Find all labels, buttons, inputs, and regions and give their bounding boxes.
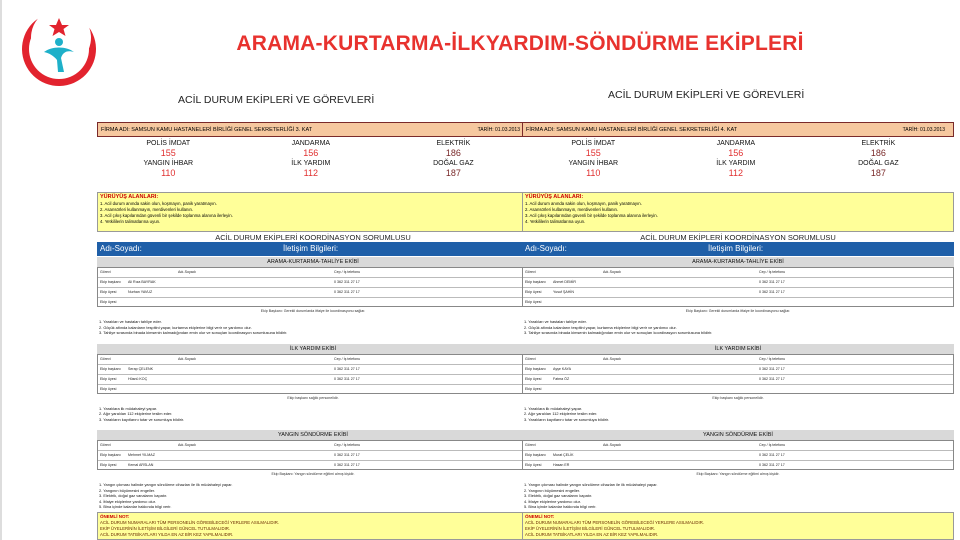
cell-phone: 0 362 311 27 17 [759, 376, 785, 381]
phone-1 [97, 140, 240, 158]
notes-line: 3. Acil çıkış kapılarından güvenli bir şekilde toplanma alanına ilerleyin. [100, 213, 233, 218]
phone-label: İLK YARDIM [716, 160, 756, 167]
phone-number: 156 [303, 148, 319, 158]
cell-role: Ekip başkanı [100, 280, 121, 284]
team-duties [99, 406, 527, 423]
team-note: Ekip Başkanı: Yangın söndürme eğitimi almış kişidir. [271, 472, 355, 476]
cell-role: Ekip başkanı [100, 453, 121, 457]
duty-line: 3. Elektrik, doğal gaz vanalarını kapatır. [524, 493, 593, 498]
duty-line: 3. Tahliye sırasında binada kimsenin kalmadığından emin olur ve sonuçları koordinasyon sorumlusuna bildirir. [524, 330, 713, 335]
emergency-phones [97, 139, 529, 191]
phone-2 [665, 140, 808, 158]
important-title: ÖNEMLİ NOT: [525, 513, 555, 519]
cell-role: Ekip üyesi [525, 290, 542, 294]
cell-role: Ekip üyesi [100, 290, 117, 294]
table-row [523, 278, 953, 288]
emergency-panel-right [522, 120, 954, 540]
phone-label: YANGIN İHBAR [568, 160, 619, 167]
team-duties [99, 482, 527, 510]
coordination-bar [97, 242, 529, 256]
phone-number: 186 [445, 148, 461, 158]
col-name: Adı-Soyadı [178, 443, 196, 447]
panel-header [97, 122, 529, 137]
table-row [98, 451, 528, 461]
col-name: Adı-Soyadı [178, 356, 196, 361]
cell-role: Ekip üyesi [525, 386, 542, 391]
phone-label: DOĞAL GAZ [433, 160, 474, 167]
cell-role: Ekip üyesi [100, 463, 117, 467]
important-title: ÖNEMLİ NOT: [100, 513, 130, 519]
coordination-bar [522, 242, 954, 256]
cell-role: Ekip üyesi [100, 386, 117, 391]
cell-name: Ali Rıza BAYRAK [128, 280, 156, 284]
panel-date: TARİH: 01.03.2013 [902, 127, 945, 133]
cell-phone: 0 362 311 27 17 [334, 463, 360, 467]
col-phone: Cep / İş telefonu [334, 443, 361, 447]
cell-role: Ekip başkanı [525, 453, 546, 457]
duty-line: 5. Bina içinde kalanlar hakkında bilgi verir. [524, 504, 597, 509]
cell-role: Ekip üyesi [525, 463, 542, 467]
team-table [522, 440, 954, 470]
evacuation-notes [522, 192, 954, 232]
phone-2 [240, 140, 383, 158]
page-title: ARAMA-KURTARMA-İLKYARDIM-SÖNDÜRME EKİPLERİ [236, 32, 804, 55]
phone-number: 112 [303, 168, 318, 178]
col-phone: Cep / İş telefonu [334, 270, 361, 274]
table-row [523, 461, 953, 470]
cell-phone: 0 362 311 27 17 [334, 453, 360, 457]
cell-phone: 0 362 311 27 17 [759, 453, 785, 457]
col-name: Adı-Soyadı [178, 270, 196, 274]
table-row [98, 461, 528, 470]
table-header-row [98, 268, 528, 278]
important-line: ACİL DURUM TATBİKATLARI YILDA EN AZ BİR KEZ YAPILMALIDIR. [525, 531, 659, 537]
cell-phone: 0 362 311 27 17 [334, 366, 360, 371]
notes-line: 4. Yetkililerin talimatlarına uyun. [100, 219, 161, 224]
col-phone: Cep / İş telefonu [759, 356, 786, 361]
team-table [522, 354, 954, 394]
col-role: Görevi [100, 270, 111, 274]
notes-line: 2. Asansörleri kullanmayın, merdivenleri kullanın. [525, 207, 619, 212]
table-row [98, 375, 528, 385]
team-duties [524, 319, 952, 336]
duty-line: 3. Tahliye sırasında binada kimsenin kalmadığından emin olur ve sonuçları koordinasyon sorumlusuna bildirir. [99, 330, 288, 335]
cell-role: Ekip üyesi [525, 300, 542, 304]
phone-number: 187 [870, 168, 886, 178]
cell-name: Yusuf ŞAHİN [553, 290, 574, 294]
team-title: ARAMA-KURTARMA-TAHLİYE EKİBİ [97, 257, 529, 267]
duty-line: 1. Yangın çıkması halinde yangın söndürme cihazları ile ilk müdahaleyi yapar. [524, 482, 658, 487]
team-note: Ekip Başkanı: Yangın söndürme eğitimi almış kişidir. [696, 472, 780, 476]
team-duties [99, 319, 527, 336]
table-row [523, 451, 953, 461]
cell-name: Murat ÇELİK [553, 453, 574, 457]
duty-line: 4. İtfaiye ekiplerine yardımcı olur. [99, 498, 156, 504]
contact-label: İletişim Bilgileri: [283, 244, 339, 253]
subtitle-right: ACİL DURUM EKİPLERİ VE GÖREVLERİ [608, 89, 805, 101]
phone-number: 156 [728, 148, 744, 158]
col-phone: Cep / İş telefonu [759, 270, 786, 274]
cell-phone: 0 362 311 27 17 [334, 280, 360, 284]
notes-line: 3. Acil çıkış kapılarından güvenli bir şekilde toplanma alanına ilerleyin. [525, 213, 658, 218]
team-table [97, 354, 529, 394]
team-title: ARAMA-KURTARMA-TAHLİYE EKİBİ [522, 257, 954, 267]
table-row [98, 385, 528, 394]
important-line: EKİP ÜYELERİNİN İLETİŞİM BİLGİLERİ GÜNCEL TUTULMALIDIR. [100, 525, 231, 531]
table-header-row [98, 441, 528, 451]
cell-role: Ekip üyesi [525, 376, 542, 381]
table-header-row [523, 441, 953, 451]
emergency-phones [522, 139, 954, 191]
duty-line: 2. Göçük altında kalanların tespitini yapar, kurtarma ekiplerine bilgi verir ve yardımcı olur. [99, 324, 252, 330]
notes-line: 1. Acil durum anında sakin olun, koşmayın, panik yaratmayın. [525, 201, 642, 206]
phone-label: JANDARMA [716, 140, 756, 147]
important-notes [522, 512, 954, 540]
panel-header [522, 122, 954, 137]
col-phone: Cep / İş telefonu [759, 443, 786, 447]
phone-number: 155 [585, 148, 601, 158]
name-label: Adı-Soyadı: [100, 244, 142, 253]
important-line: ACİL DURUM NUMARALARI TÜM PERSONELİN GÖREBİLECEĞİ YERLERE ASILMALIDIR. [100, 519, 280, 525]
cell-role: Ekip üyesi [100, 300, 117, 304]
duty-line: 1. Yaralılara ilk müdahaleyi yapar. [99, 405, 158, 411]
col-phone: Cep / İş telefonu [334, 356, 361, 361]
contact-label: İletişim Bilgileri: [708, 244, 764, 253]
cell-phone: 0 362 311 27 17 [759, 463, 785, 467]
phone-5 [240, 160, 383, 178]
duty-line: 1. Yaralılara ilk müdahaleyi yapar. [524, 405, 583, 411]
col-role: Görevi [100, 356, 111, 361]
phone-number: 110 [586, 168, 601, 178]
col-role: Görevi [525, 270, 536, 274]
table-header-row [523, 268, 953, 278]
table-row [98, 298, 528, 307]
col-role: Görevi [100, 443, 111, 447]
important-notes [97, 512, 529, 540]
team-title: İLK YARDIM EKİBİ [97, 344, 529, 354]
table-row [98, 288, 528, 298]
table-header-row [98, 355, 528, 365]
phone-label: POLİS İMDAT [146, 140, 191, 147]
cell-name: Hasan ER [553, 463, 570, 467]
table-row [523, 385, 953, 394]
phone-number: 187 [445, 168, 461, 178]
cell-phone: 0 362 311 27 17 [759, 366, 785, 371]
important-line: ACİL DURUM NUMARALARI TÜM PERSONELİN GÖREBİLECEĞİ YERLERE ASILMALIDIR. [525, 519, 705, 525]
table-row [98, 278, 528, 288]
table-row [523, 298, 953, 307]
notes-line: 2. Asansörleri kullanmayın, merdivenleri kullanın. [100, 207, 194, 212]
left-edge-strip [0, 0, 2, 540]
notes-title: YÜRÜYÜŞ ALANLARI: [100, 194, 159, 200]
evacuation-notes [97, 192, 529, 232]
phone-label: DOĞAL GAZ [858, 160, 899, 167]
cell-phone: 0 362 311 27 17 [759, 280, 785, 284]
phone-number: 110 [161, 168, 176, 178]
firm-name: FİRMA ADI: SAMSUN KAMU HASTANELERİ BİRLİĞİ GENEL SEKRETERLİĞİ 4. KAT [526, 127, 738, 133]
phone-number: 186 [870, 148, 886, 158]
duty-line: 2. Göçük altında kalanların tespitini yapar, kurtarma ekiplerine bilgi verir ve yardımcı olur. [524, 324, 677, 330]
duty-line: 1. Yaralıları ve hastaları tahliye eder. [524, 319, 587, 324]
phone-label: ELEKTRİK [861, 140, 896, 147]
cell-phone: 0 362 311 27 17 [759, 290, 785, 294]
phone-6 [382, 160, 525, 178]
duty-line: 2. Yangının büyümesini engeller. [524, 487, 581, 493]
table-row [98, 365, 528, 375]
phone-4 [97, 160, 240, 178]
emergency-panel-left [97, 120, 529, 540]
team-table [522, 267, 954, 307]
table-row [523, 365, 953, 375]
cell-name: Hüsnü KOÇ [128, 376, 148, 381]
name-label: Adı-Soyadı: [525, 244, 567, 253]
team-title: İLK YARDIM EKİBİ [522, 344, 954, 354]
phone-3 [807, 140, 950, 158]
cell-name: Ayşe KAYA [553, 366, 571, 371]
cell-role: Ekip başkanı [525, 366, 546, 371]
duty-line: 1. Yaralıları ve hastaları tahliye eder. [99, 319, 162, 324]
cell-role: Ekip başkanı [100, 366, 121, 371]
notes-title: YÜRÜYÜŞ ALANLARI: [525, 194, 584, 200]
team-table [97, 267, 529, 307]
cell-name: Serap ÇELENK [128, 366, 153, 371]
phone-4 [522, 160, 665, 178]
team-title: YANGIN SÖNDÜRME EKİBİ [97, 430, 529, 440]
duty-line: 1. Yangın çıkması halinde yangın söndürme cihazları ile ilk müdahaleyi yapar. [99, 482, 233, 487]
table-header-row [523, 355, 953, 365]
team-title: YANGIN SÖNDÜRME EKİBİ [522, 430, 954, 440]
phone-label: İLK YARDIM [291, 160, 331, 167]
col-name: Adı-Soyadı [603, 356, 621, 361]
table-row [523, 288, 953, 298]
duty-line: 4. İtfaiye ekiplerine yardımcı olur. [524, 498, 581, 504]
col-role: Görevi [525, 443, 536, 447]
phone-5 [665, 160, 808, 178]
team-table [97, 440, 529, 470]
team-note: Ekip Başkanı: Gerekli durumlarda itfaiye ile koordinasyonu sağlar. [685, 309, 791, 313]
coordination-title: ACİL DURUM EKİPLERİ KOORDİNASYON SORUMLUSU [640, 233, 836, 242]
ministry-logo-icon [18, 8, 100, 90]
cell-name: Kemal ARSLAN [128, 463, 154, 467]
cell-name: Nurhan YAVUZ [128, 290, 153, 294]
duty-line: 3. Yaralıların kayıtlarını tutar ve sorumluya bildirir. [524, 416, 610, 422]
phone-1 [522, 140, 665, 158]
phone-6 [807, 160, 950, 178]
cell-role: Ekip üyesi [100, 376, 117, 381]
phone-number: 112 [728, 168, 743, 178]
cell-role: Ekip başkanı [525, 280, 546, 284]
phone-label: YANGIN İHBAR [143, 160, 194, 167]
notes-line: 1. Acil durum anında sakin olun, koşmayın, panik yaratmayın. [100, 201, 217, 206]
duty-line: 2. Ağır yaralıları 112 ekiplerine teslim eder. [99, 411, 173, 416]
cell-name: Ahmet DEMİR [553, 280, 576, 284]
team-duties [524, 406, 952, 423]
important-line: ACİL DURUM TATBİKATLARI YILDA EN AZ BİR KEZ YAPILMALIDIR. [100, 531, 234, 537]
cell-name: Mehmet YILMAZ [128, 453, 155, 457]
duty-line: 3. Elektrik, doğal gaz vanalarını kapatır. [99, 493, 168, 498]
col-name: Adı-Soyadı [603, 270, 621, 274]
phone-label: ELEKTRİK [436, 140, 471, 147]
phone-3 [382, 140, 525, 158]
table-row [523, 375, 953, 385]
firm-name: FİRMA ADI: SAMSUN KAMU HASTANELERİ BİRLİĞİ GENEL SEKRETERLİĞİ 3. KAT [101, 127, 313, 133]
cell-phone: 0 362 311 27 17 [334, 290, 360, 294]
duty-line: 2. Yangının büyümesini engeller. [99, 487, 156, 493]
phone-number: 155 [160, 148, 176, 158]
cell-name: Fatma ÖZ [553, 376, 570, 381]
duty-line: 2. Ağır yaralıları 112 ekiplerine teslim eder. [524, 411, 598, 416]
subtitle-left: ACİL DURUM EKİPLERİ VE GÖREVLERİ [178, 94, 375, 106]
col-name: Adı-Soyadı [603, 443, 621, 447]
panel-date: TARİH: 01.03.2013 [477, 127, 520, 133]
cell-phone: 0 362 311 27 17 [334, 376, 360, 381]
team-note: Ekip başkanı sağlık personelidir. [712, 395, 764, 400]
notes-line: 4. Yetkililerin talimatlarına uyun. [525, 219, 586, 224]
team-note: Ekip başkanı sağlık personelidir. [287, 395, 339, 400]
team-duties [524, 482, 952, 510]
duty-line: 5. Bina içinde kalanlar hakkında bilgi verir. [99, 504, 172, 509]
phone-label: JANDARMA [291, 140, 331, 147]
phone-label: POLİS İMDAT [571, 140, 616, 147]
team-note: Ekip Başkanı: Gerekli durumlarda itfaiye ile koordinasyonu sağlar. [260, 309, 366, 313]
col-role: Görevi [525, 356, 536, 361]
important-line: EKİP ÜYELERİNİN İLETİŞİM BİLGİLERİ GÜNCEL TUTULMALIDIR. [525, 525, 656, 531]
duty-line: 3. Yaralıların kayıtlarını tutar ve sorumluya bildirir. [99, 416, 185, 422]
coordination-title: ACİL DURUM EKİPLERİ KOORDİNASYON SORUMLUSU [215, 233, 411, 242]
